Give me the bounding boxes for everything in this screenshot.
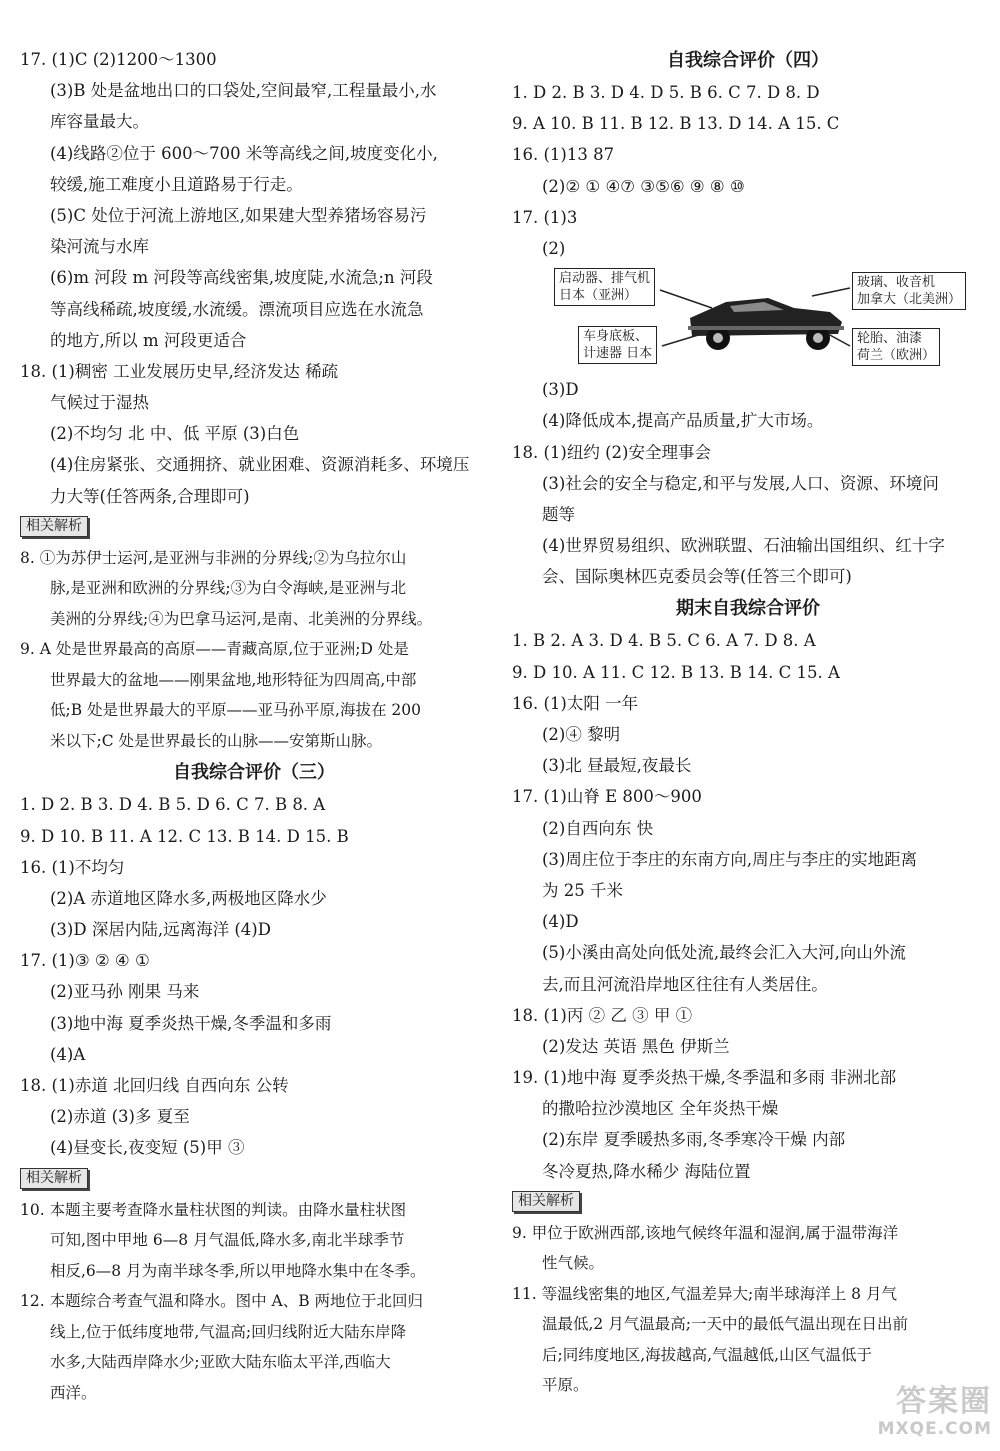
analysis-line: 相反,6—8 月为南半球冬季,所以甲地降水集中在冬季。 — [50, 1261, 426, 1280]
analysis-line: 水多,大陆西岸降水少;亚欧大陆东临太平洋,西临大 — [50, 1353, 391, 1372]
analysis-line: 世界最大的盆地——刚果盆地,地形特征为四周高,中部 — [50, 670, 417, 689]
analysis-line: 可知,图中甲地 6—8 月气温低,降水多,南北半球季节 — [50, 1231, 405, 1250]
analysis-line: 美洲的分界线;④为巴拿马运河,是南、北美洲的分界线。 — [50, 609, 433, 628]
answer-line: 16. (1)太阳 一年 — [512, 693, 639, 713]
answer-line: 17. (1)3 — [512, 207, 578, 227]
answer-line: (2)亚马孙 刚果 马来 — [50, 982, 200, 1002]
answer-line: (3)北 昼最短,夜最长 — [542, 756, 692, 776]
analysis-tag-row — [20, 512, 488, 543]
answer-line: 库容量最大。 — [50, 112, 149, 132]
answer-line: (3)地中海 夏季炎热干燥,冬季温和多雨 — [50, 1013, 332, 1033]
answer-line: (2)不均匀 北 中、低 平原 (3)白色 — [50, 424, 300, 444]
analysis-line: 西洋。 — [50, 1383, 97, 1402]
section-heading: 自我综合评价（四） — [667, 50, 829, 71]
answer-line: (2)东岸 夏季暖热多雨,冬季寒冷干燥 内部 — [542, 1130, 846, 1150]
analysis-line: 米以下;C 处是世界最长的山脉——安第斯山脉。 — [50, 731, 383, 750]
answer-line: (2) — [542, 238, 566, 258]
section-heading: 期末自我综合评价 — [676, 598, 820, 620]
analysis-line: 11. 等温线密集的地区,气温差异大;南半球海洋上 8 月气 — [512, 1284, 897, 1303]
answer-line: 16. (1)13 87 — [512, 145, 615, 165]
answer-line: (4)A — [50, 1044, 86, 1064]
answer-line: 9. A 10. B 11. B 12. B 13. D 14. A 15. C — [512, 114, 840, 134]
analysis-line: 平原。 — [542, 1376, 589, 1395]
answer-line: 18. (1)赤道 北回归线 自西向东 公转 — [20, 1076, 289, 1095]
answer-line: (3)周庄位于李庄的东南方向,周庄与李庄的实地距离 — [542, 849, 918, 869]
answer-line: (3)D 深居内陆,远离海洋 (4)D — [50, 920, 271, 940]
analysis-line: 9. 甲位于欧洲西部,该地气候终年温和湿润,属于温带海洋 — [512, 1223, 899, 1242]
answer-line: 9. D 10. B 11. A 12. C 13. B 14. D 15. B — [20, 826, 349, 846]
right-column — [512, 44, 984, 1401]
answer-line: (4)世界贸易组织、欧洲联盟、石油输出国组织、红十字 — [542, 536, 945, 556]
answer-line: 去,而且河流沿岸地区往往有人类居住。 — [542, 974, 828, 994]
answer-line: (3)D — [542, 380, 579, 400]
answer-line: 冬冷夏热,降水稀少 海陆位置 — [542, 1161, 751, 1181]
watermark-url: MXQE.COM — [877, 1419, 992, 1439]
analysis-tag: 相关解析 — [20, 1168, 88, 1189]
left-column — [20, 44, 488, 1408]
analysis-line: 后;同纬度地区,海拔越高,气温越低,山区气温低于 — [542, 1345, 873, 1364]
answer-line: 1. D 2. B 3. D 4. D 5. B 6. C 7. D 8. D — [512, 83, 820, 102]
label-glass-canada: 玻璃、收音机 加拿大（北美洲） — [852, 272, 966, 310]
answer-line: 气候过于湿热 — [50, 393, 149, 413]
answer-line: (2)④ 黎明 — [542, 725, 621, 744]
answer-line: (2)A 赤道地区降水多,两极地区降水少 — [50, 888, 327, 908]
answer-line: 力大等(任答两条,合理即可) — [50, 486, 250, 506]
answer-line: (4)线路②位于 600～700 米等高线之间,坡度变化小, — [50, 143, 438, 163]
answer-line: (3)社会的安全与稳定,和平与发展,人口、资源、环境问 — [542, 473, 939, 493]
answer-line: 19. (1)地中海 夏季炎热干燥,冬季温和多雨 非洲北部 — [512, 1068, 897, 1088]
answer-line: 的地方,所以 m 河段更适合 — [50, 330, 247, 350]
analysis-line: 8. ①为苏伊士运河,是亚洲与非洲的分界线;②为乌拉尔山 — [20, 548, 407, 567]
answer-line: 会、国际奥林匹克委员会等(任答三个即可) — [542, 567, 852, 587]
answer-line: (2)② ① ④⑦ ③⑤⑥ ⑨ ⑧ ⑩ — [542, 176, 745, 196]
answer-line: 染河流与水库 — [50, 237, 149, 257]
answer-line: (4)昼变长,夜变短 (5)甲 ③ — [50, 1138, 245, 1158]
analysis-tag-row — [512, 1187, 984, 1218]
analysis-tag: 相关解析 — [512, 1191, 580, 1212]
analysis-line: 12. 本题综合考查气温和降水。图中 A、B 两地位于北回归 — [20, 1292, 424, 1311]
analysis-tag-row — [20, 1164, 488, 1195]
watermark-logo — [842, 1385, 992, 1445]
answer-line: 1. D 2. B 3. D 4. B 5. D 6. C 7. B 8. A — [20, 795, 326, 815]
answer-line: (2)发达 英语 黑色 伊斯兰 — [542, 1036, 730, 1056]
answer-line: 为 25 千米 — [542, 880, 623, 900]
answer-line: (5)小溪由高处向低处流,最终会汇入大河,向山外流 — [542, 943, 906, 963]
answer-line: (2)自西向东 快 — [542, 818, 654, 838]
analysis-line: 10. 本题主要考查降水量柱状图的判读。由降水量柱状图 — [20, 1200, 407, 1219]
answer-line: (3)B 处是盆地出口的口袋处,空间最窄,工程量最小,水 — [50, 81, 437, 101]
label-tires-netherlands: 轮胎、油漆 荷兰（欧洲） — [852, 328, 940, 366]
label-chassis-japan: 车身底板、 计速器 日本 — [578, 326, 657, 364]
answer-line: (4)D — [542, 912, 579, 932]
analysis-tag: 相关解析 — [20, 516, 88, 537]
label-engine-japan: 启动器、排气机 日本（亚洲） — [554, 268, 655, 306]
car-parts-figure — [512, 266, 984, 370]
answer-line: (5)C 处位于河流上游地区,如果建大型养猪场容易污 — [50, 205, 427, 225]
analysis-line: 温最低,2 月气温最高;一天中的最低气温出现在日出前 — [542, 1315, 908, 1334]
analysis-line: 性气候。 — [542, 1254, 605, 1273]
analysis-line: 线上,位于低纬度地带,气温高;回归线附近大陆东岸降 — [50, 1322, 407, 1341]
answer-line: 17. (1)③ ② ④ ① — [20, 951, 150, 971]
answer-line: 17. (1)山脊 E 800～900 — [512, 787, 702, 807]
answer-line: (4)降低成本,提高产品质量,扩大市场。 — [542, 411, 824, 431]
answer-line: (2)赤道 (3)多 夏至 — [50, 1107, 190, 1127]
section-heading: 自我综合评价（三） — [173, 762, 335, 784]
answer-line: 18. (1)纽约 (2)安全理事会 — [512, 442, 711, 462]
analysis-line: 低;B 处是世界最大的平原——亚马孙平原,海拔在 200 — [50, 701, 421, 720]
answer-line: 1. B 2. A 3. D 4. B 5. C 6. A 7. D 8. A — [512, 631, 816, 651]
answer-line: 9. D 10. A 11. C 12. B 13. B 14. C 15. A — [512, 662, 840, 682]
answer-line: (4)住房紧张、交通拥挤、就业困难、资源消耗多、环境压 — [50, 455, 470, 475]
answer-line: 18. (1)稠密 工业发展历史早,经济发达 稀疏 — [20, 361, 339, 381]
answer-line: 18. (1)丙 ② 乙 ③ 甲 ① — [512, 1005, 693, 1025]
answer-line: 题等 — [542, 504, 575, 524]
answer-line: 16. (1)不均匀 — [20, 857, 125, 877]
analysis-line: 9. A 处是世界最高的高原——青藏高原,位于亚洲;D 处是 — [20, 640, 409, 659]
analysis-line: 脉,是亚洲和欧洲的分界线;③为白令海峡,是亚洲与北 — [50, 579, 407, 598]
car-illustration — [688, 298, 844, 350]
answer-line: 较缓,施工难度小且道路易于行走。 — [50, 174, 303, 194]
answer-line: (6)m 河段 m 河段等高线密集,坡度陡,水流急;n 河段 — [50, 268, 433, 288]
answer-line: 等高线稀疏,坡度缓,水流缓。漂流项目应选在水流急 — [50, 299, 424, 319]
answer-line: 的撒哈拉沙漠地区 全年炎热干燥 — [542, 1099, 779, 1119]
watermark-title: 答案圈 — [896, 1384, 992, 1419]
answer-line: 17. (1)C (2)1200～1300 — [20, 50, 217, 69]
